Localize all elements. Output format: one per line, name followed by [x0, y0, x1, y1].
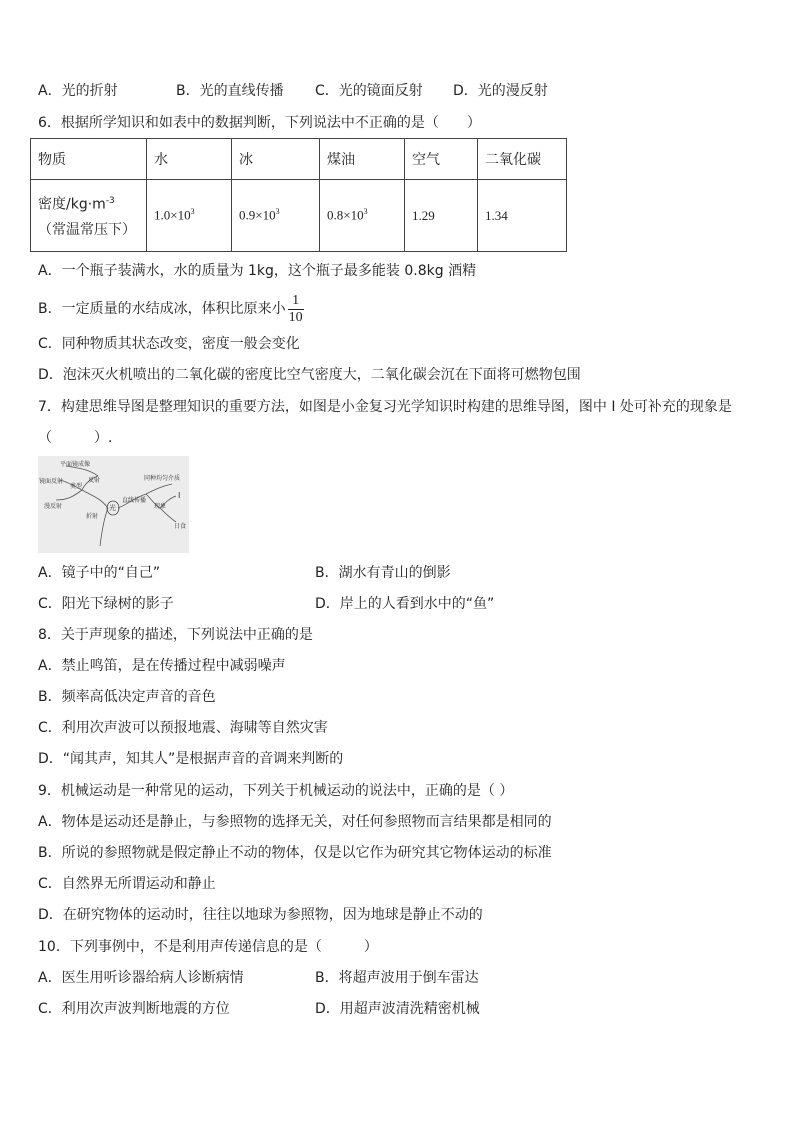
mm-label: 反射: [88, 477, 101, 484]
table-cell: $0.8\times 10^3$: [320, 180, 405, 252]
table-cell: $1.0\times 10^3$: [147, 180, 232, 252]
mind-map-image: [38, 456, 189, 553]
q7-stem-cont: （ ）.: [38, 430, 113, 446]
table-row: [31, 180, 567, 252]
mm-label: 日食: [174, 523, 187, 530]
mm-label: 镜面反射: [39, 478, 64, 485]
mind-map-diagram: [38, 456, 189, 553]
q7-stem: 7．构建思维导图是整理知识的重要方法，如图是小金复习光学知识时构建的思维导图，图中 I 处可补充的现象是: [38, 399, 732, 415]
table-cell: 1.34: [478, 180, 567, 252]
q7-option-a: A．镜子中的“自己”: [38, 565, 161, 581]
q10-option-d: D．用超声波清洗精密机械: [315, 1001, 480, 1017]
q6-option-a: A．一个瓶子装满水，水的质量为 1kg，这个瓶子最多能装 0.8kg 酒精: [38, 263, 477, 279]
q7-option-c: C．阳光下绿树的影子: [38, 596, 174, 612]
q9-option-c: C．自然界无所谓运动和静止: [38, 876, 216, 892]
mm-label: 现象: [154, 503, 167, 510]
table-cell: $0.9\times 10^3$: [232, 180, 320, 252]
q6-option-b-text: B．一定质量的水结成冰，体积比原来小: [38, 301, 286, 317]
mm-label: 直线传播: [122, 497, 147, 504]
q10-option-a: A．医生用听诊器给病人诊断病情: [38, 970, 244, 986]
table-header-cell: 冰: [232, 139, 320, 180]
table-header-cell: 水: [147, 139, 232, 180]
q7-option-d: D．岸上的人看到水中的“鱼”: [315, 596, 495, 612]
q9-option-b: B．所说的参照物就是假定静止不动的物体，仅是以它作为研究其它物体运动的标准: [38, 845, 552, 861]
mm-label: 平面镜成像: [60, 461, 91, 468]
table-row-label: [31, 180, 147, 252]
mm-label: 同种均匀介质: [144, 475, 181, 482]
row-label-unit: 密度/kg·m: [38, 196, 106, 213]
q8-option-c: C．利用次声波可以预报地震、海啸等自然灾害: [38, 720, 328, 736]
q8-stem: 8．关于声现象的描述，下列说法中正确的是: [38, 627, 313, 643]
q6-option-b: [38, 289, 304, 329]
row-label-condition: （常温常压下）: [38, 222, 136, 239]
mm-label: 类型: [70, 483, 83, 490]
q10-option-c: C．利用次声波判断地震的方位: [38, 1001, 230, 1017]
mm-center-label: 光: [109, 504, 116, 512]
table-cell: 1.29: [405, 180, 478, 252]
q9-option-a: A．物体是运动还是静止，与参照物的选择无关，对任何参照物而言结果都是相同的: [38, 814, 552, 830]
q9-stem: 9．机械运动是一种常见的运动，下列关于机械运动的说法中，正确的是（ ）: [38, 783, 514, 799]
q8-option-b: B．频率高低决定声音的音色: [38, 689, 216, 705]
row-label-sup: -3: [105, 195, 115, 206]
fraction: $\frac{1}{10}$: [288, 292, 303, 325]
q8-option-a: A．禁止鸣笛，是在传播过程中减弱噪声: [38, 658, 286, 674]
table-header-row: [31, 139, 567, 180]
table-header-cell: 煤油: [320, 139, 405, 180]
q7-option-b: B．湖水有青山的倒影: [315, 565, 451, 581]
density-table: [30, 138, 567, 252]
table-header-cell: 二氧化碳: [478, 139, 567, 180]
q8-option-d: D．“闻其声，知其人”是根据声音的音调来判断的: [38, 751, 344, 767]
table-header-cell: 物质: [31, 139, 147, 180]
q10-option-b: B．将超声波用于倒车雷达: [315, 970, 479, 986]
mm-label: I: [178, 491, 181, 500]
q6-option-d: D．泡沫灭火机喷出的二氧化碳的密度比空气密度大，二氧化碳会沉在下面将可燃物包围: [38, 367, 581, 383]
mm-label: 折射: [86, 513, 99, 520]
q5-option-c: C．光的镜面反射: [315, 83, 423, 99]
q5-option-b: B．光的直线传播: [176, 83, 284, 99]
q9-option-d: D．在研究物体的运动时，往往以地球为参照物，因为地球是静止不动的: [38, 907, 483, 923]
q6-option-c: C．同种物质其状态改变，密度一般会变化: [38, 336, 300, 352]
q5-option-d: D．光的漫反射: [453, 83, 548, 99]
mm-label: 漫反射: [44, 503, 63, 510]
table-header-cell: 空气: [405, 139, 478, 180]
q5-option-a: A．光的折射: [38, 83, 118, 99]
q6-stem: 6．根据所学知识和如表中的数据判断，下列说法中不正确的是（ ）: [38, 115, 481, 131]
q10-stem: 10．下列事例中，不是利用声传递信息的是（ ）: [38, 939, 378, 955]
